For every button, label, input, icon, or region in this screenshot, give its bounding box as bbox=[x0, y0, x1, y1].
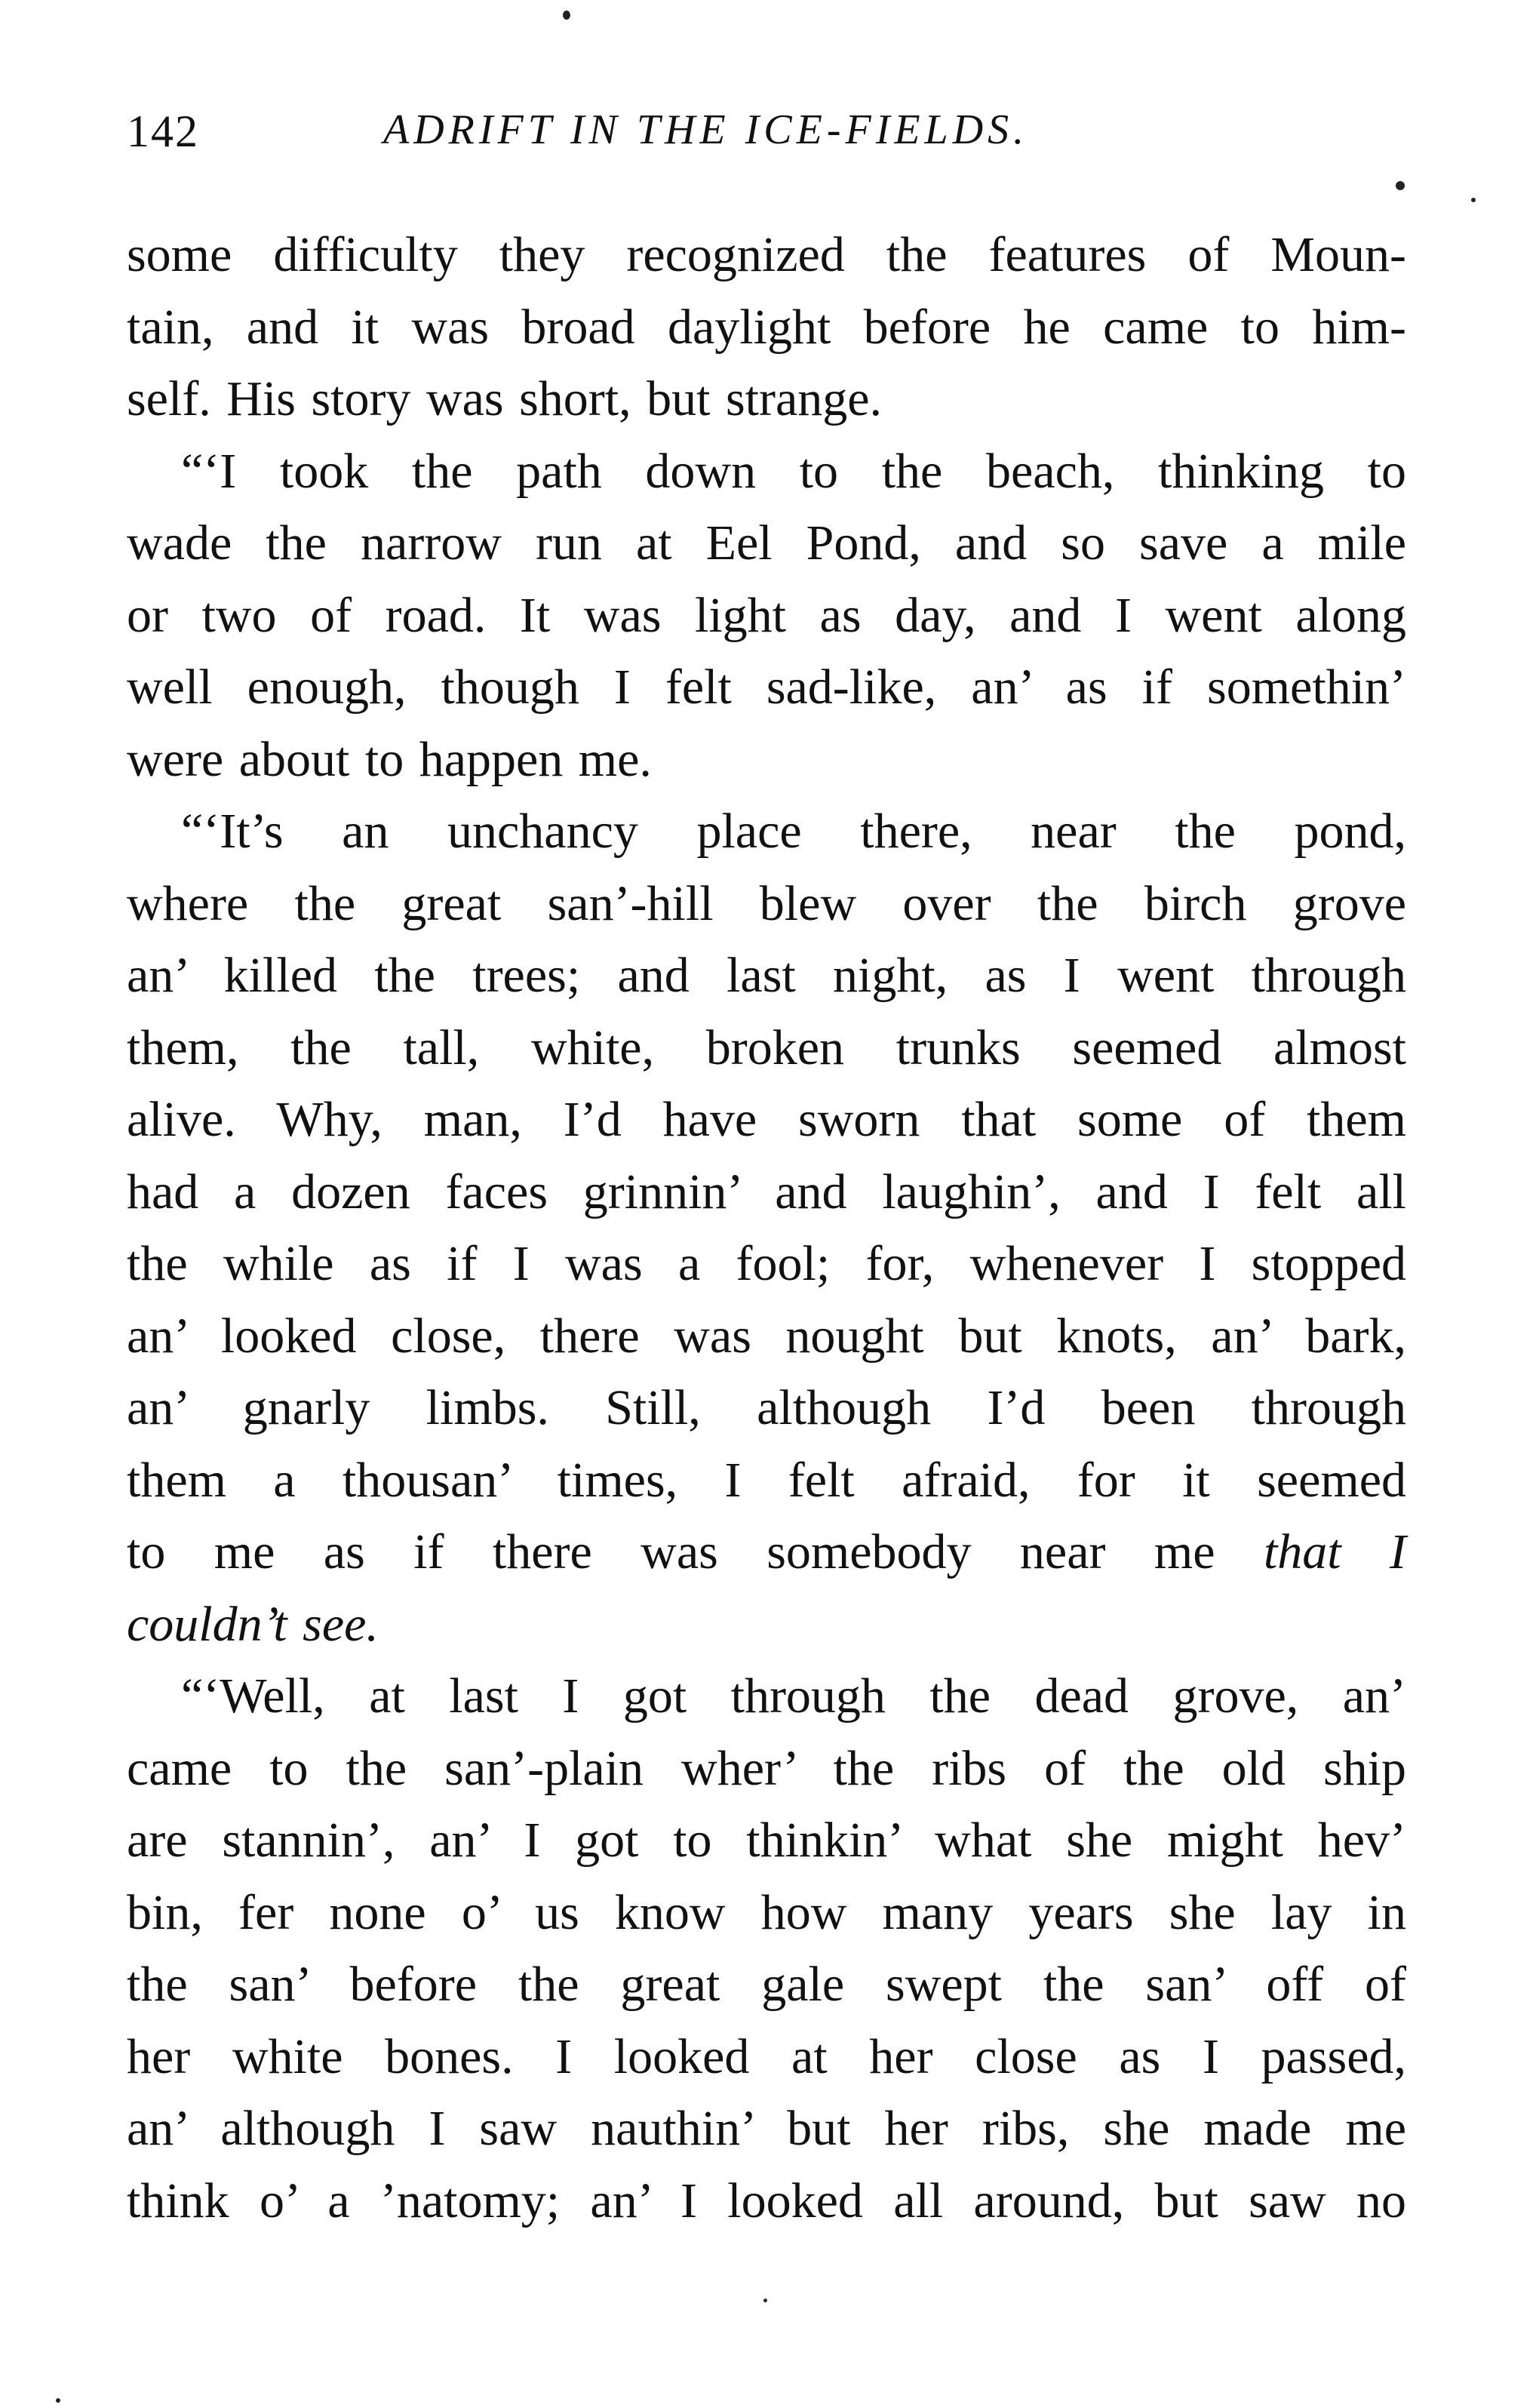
text-line: “‘I took the path down to the beach, thinking to bbox=[181, 443, 1406, 499]
text-segment: to me as if there was somebody near me bbox=[127, 1524, 1215, 1579]
text-line: are stannin’, an’ I got to thinkin’ what she might hev’ bbox=[127, 1813, 1406, 1868]
text-line: came to the san’-plain wher’ the ribs of the old ship bbox=[127, 1740, 1406, 1796]
text-line: the san’ before the great gale swept the san’ off of bbox=[127, 1957, 1406, 2012]
text-line: an’ looked close, there was nought but knots, an’ bark, bbox=[127, 1308, 1406, 1364]
text-line: her white bones. I looked at her close as I passed, bbox=[127, 2028, 1406, 2084]
text-line: tain, and it was broad daylight before he came to him- bbox=[127, 299, 1406, 355]
ink-speck bbox=[1471, 198, 1476, 202]
text-line: where the great san’-hill blew over the birch grove bbox=[127, 875, 1406, 931]
text-line: well enough, though I felt sad-like, an’ as if somethin’ bbox=[127, 660, 1406, 715]
text-line: an’ although I saw nauthin’ but her ribs, she made me bbox=[127, 2101, 1406, 2156]
paragraph bbox=[127, 795, 1406, 1660]
text-line: think o’ a ’natomy; an’ I looked all around, but saw no bbox=[127, 2173, 1406, 2228]
text-line: the while as if I was a fool; for, whenever I stopped bbox=[127, 1236, 1406, 1291]
running-title: ADRIFT IN THE ICE-FIELDS. bbox=[383, 106, 1029, 153]
text-line: self. His story was short, but strange. bbox=[127, 371, 883, 426]
paragraph bbox=[127, 219, 1406, 435]
text-line-with-italic bbox=[127, 1516, 1406, 1588]
text-line: or two of road. It was light as day, and I went along bbox=[127, 587, 1406, 643]
text-line: some difficulty they recognized the features of Moun- bbox=[127, 227, 1406, 282]
text-line: them a thousan’ times, I felt afraid, for it seemed bbox=[127, 1452, 1406, 1508]
text-line: “‘Well, at last I got through the dead grove, an’ bbox=[181, 1668, 1406, 1724]
text-line: an’ killed the trees; and last night, as I went through bbox=[127, 948, 1406, 1003]
paragraph bbox=[127, 435, 1406, 796]
italic-text-line: couldn’t see. bbox=[127, 1596, 379, 1652]
ink-speck bbox=[56, 2398, 60, 2403]
text-line: had a dozen faces grinnin’ and laughin’, and I felt all bbox=[127, 1164, 1406, 1219]
text-line: alive. Why, man, I’d have sworn that some of them bbox=[127, 1092, 1406, 1147]
text-line: an’ gnarly limbs. Still, although I’d been through bbox=[127, 1380, 1406, 1435]
text-line: “‘It’s an unchancy place there, near the pond, bbox=[181, 804, 1406, 859]
page-number: 142 bbox=[127, 106, 199, 156]
text-line: them, the tall, white, broken trunks seemed almost bbox=[127, 1019, 1406, 1075]
text-line: were about to happen me. bbox=[127, 731, 652, 787]
page-header bbox=[127, 106, 1409, 174]
ink-speck bbox=[763, 2299, 767, 2302]
ink-speck bbox=[563, 11, 570, 20]
ink-speck bbox=[1396, 181, 1405, 190]
body-text bbox=[127, 219, 1406, 2237]
paragraph bbox=[127, 1660, 1406, 2237]
italic-text-segment: that I bbox=[1263, 1524, 1407, 1579]
text-line: bin, fer none o’ us know how many years she lay in bbox=[127, 1884, 1406, 1940]
text-line: wade the narrow run at Eel Pond, and so save a mile bbox=[127, 515, 1406, 570]
